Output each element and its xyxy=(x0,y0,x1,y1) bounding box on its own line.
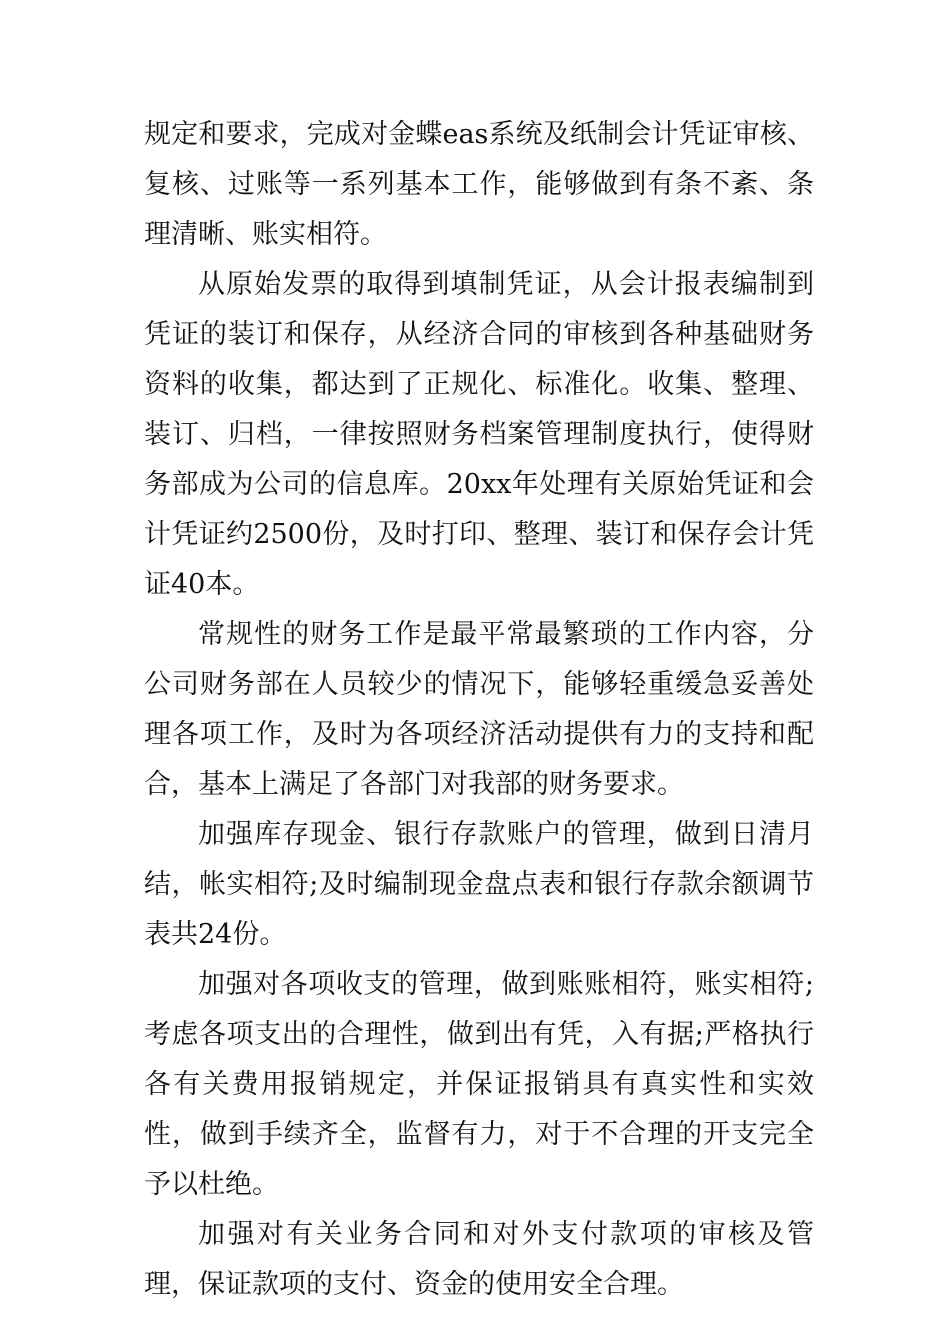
paragraph-1: 规定和要求，完成对金蝶eas系统及纸制会计凭证审核、复核、过账等一系列基本工作，能够做到有条不紊、条理清晰、账实相符。 xyxy=(144,119,814,250)
paragraph-2: 从原始发票的取得到填制凭证，从会计报表编制到凭证的装订和保存，从经济合同的审核到各种基础财务资料的收集，都达到了正规化、标准化。收集、整理、装订、归档，一律按照财务档案管理制度执行，使得财务部成为公司的信息库。20xx年处理有关原始凭证和会计凭证约2500份，及时打印、整理、装订和保存会计凭证40本。 xyxy=(144,269,814,600)
paragraph-5: 加强对各项收支的管理，做到账账相符，账实相符;考虑各项支出的合理性，做到出有凭，入有据;严格执行各有关费用报销规定，并保证报销具有真实性和实效性，做到手续齐全，监督有力，对于不合理的开支完全予以杜绝。 xyxy=(144,969,814,1200)
paragraph-6: 加强对有关业务合同和对外支付款项的审核及管理，保证款项的支付、资金的使用安全合理。 xyxy=(144,1219,814,1300)
document-body xyxy=(144,110,814,1310)
paragraph-3: 常规性的财务工作是最平常最繁琐的工作内容，分公司财务部在人员较少的情况下，能够轻重缓急妥善处理各项工作，及时为各项经济活动提供有力的支持和配合，基本上满足了各部门对我部的财务要求。 xyxy=(144,619,814,800)
paragraph-4: 加强库存现金、银行存款账户的管理，做到日清月结，帐实相符;及时编制现金盘点表和银行存款余额调节表共24份。 xyxy=(144,819,814,950)
